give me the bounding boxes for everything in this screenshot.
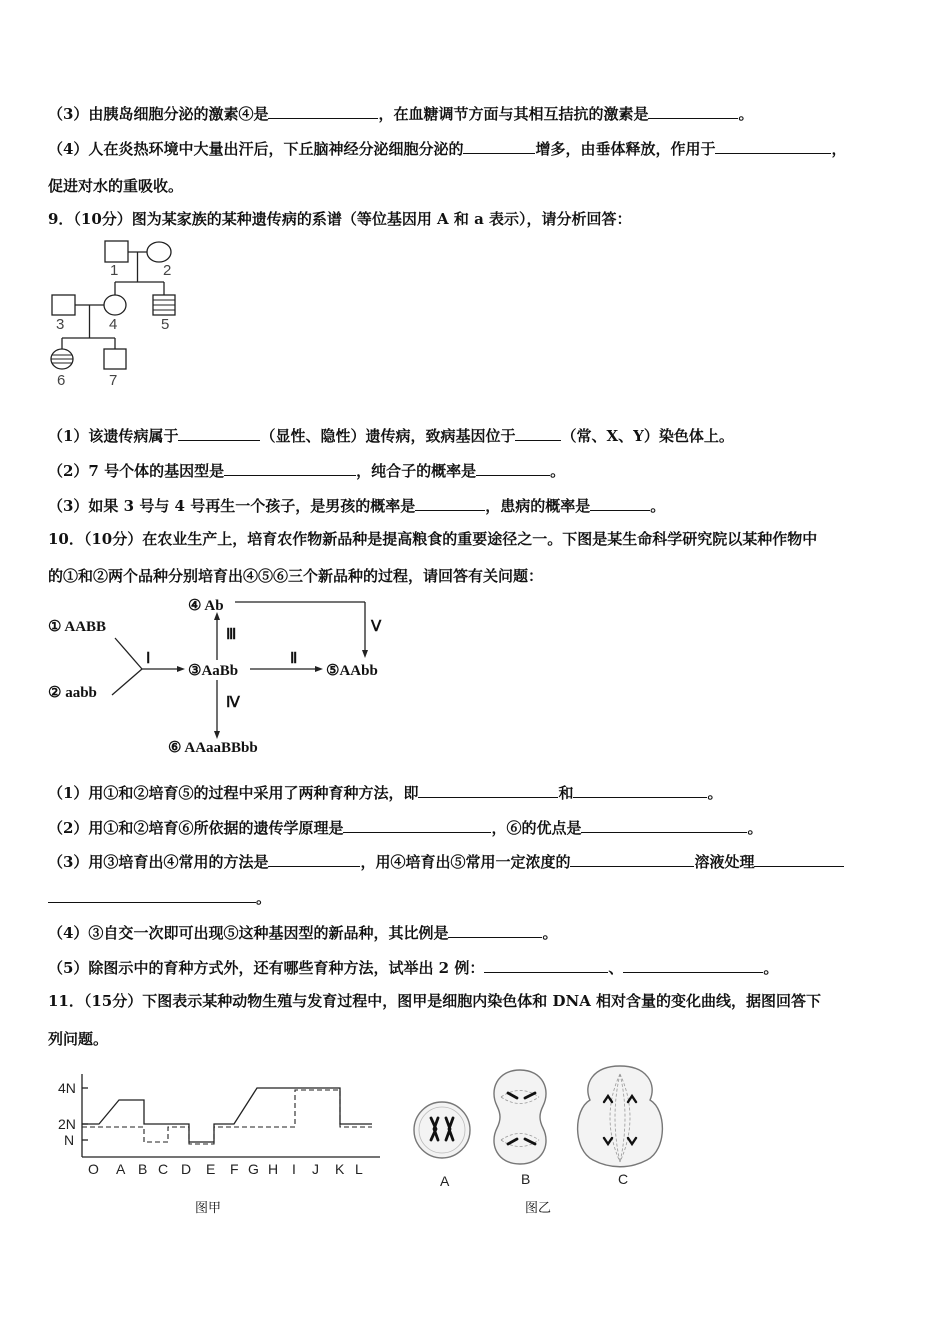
cell-label: A [440,1173,450,1189]
answer-blank[interactable] [224,461,356,476]
pedigree-male-1 [105,241,128,262]
pedigree-label: 7 [109,372,118,389]
figure-caption: 图乙 [525,1201,552,1216]
step-label: Ⅱ [290,651,298,667]
x-axis-label: A [116,1161,126,1177]
q9-part1: （1）该遗传病属于 （显性、隐性）遗传病，致病基因位于 （常、X、Y）染色体上。 [48,427,734,445]
q10-part3: （3）用③培育出④常用的方法是 ，用④培育出⑤常用一定浓度的 溶液处理 [48,851,844,872]
variety-3: ③AaBb [188,663,239,679]
answer-blank[interactable] [48,888,256,903]
answer-blank[interactable] [268,852,360,867]
answer-blank[interactable] [448,923,542,938]
answer-blank[interactable] [343,818,491,833]
q9-part3: （3）如果 3 号与 4 号再生一个孩子，是男孩的概率是 ，患病的概率是 。 [48,497,666,515]
q9-heading: 9．（10分）图为某家族的某种遗传病的系谱（等位基因用 A 和 a 表示），请分析回答： [48,210,632,228]
answer-blank[interactable] [484,958,608,973]
x-axis-label: E [206,1161,216,1177]
pedigree-female-4 [104,295,126,315]
variety-4: ④ Ab [188,598,224,614]
cell-a [414,1102,470,1158]
pedigree-male-3 [52,295,75,315]
cell-label: B [521,1171,531,1187]
q8-part3: （3）由胰岛细胞分泌的激素④是 ，在血糖调节方面与其相互拮抗的激素是 。 [48,105,754,123]
cell-c [578,1066,663,1167]
answer-blank[interactable] [623,958,763,973]
q9-part2: （2）7 号个体的基因型是 ，纯合子的概率是 。 [48,462,566,480]
x-axis-label: D [181,1161,192,1177]
q11-heading-cont: 列问题。 [48,1030,109,1048]
pedigree-label: 4 [109,316,118,333]
q8-part4-cont: 促进对水的重吸收。 [48,177,184,195]
answer-blank[interactable] [178,426,260,441]
answer-blank[interactable] [415,496,485,511]
chromosome-dna-graph [52,1070,382,1185]
q10-part5: （5）除图示中的育种方式外，还有哪些育种方法，试举出 2 例： 、 。 [48,959,779,977]
pedigree-label: 2 [163,262,172,279]
cell-b [494,1070,546,1164]
x-axis-label: J [312,1161,319,1177]
x-axis-label: K [335,1161,345,1177]
cell-label: C [618,1171,629,1187]
q8-part4: （4）人在炎热环境中大量出汗后，下丘脑神经分泌细胞分泌的 增多，由垂体释放，作用于 ， [48,140,847,158]
answer-blank[interactable] [648,104,738,119]
dna-curve [82,1088,372,1142]
answer-blank[interactable] [515,426,561,441]
answer-blank[interactable] [573,783,707,798]
variety-5: ⑤AAbb [326,663,378,679]
answer-blank[interactable] [715,139,831,154]
x-axis-label: F [230,1161,239,1177]
q10-heading-cont: 的①和②两个品种分别培育出④⑤⑥三个新品种的过程，请回答有关问题： [48,567,544,585]
answer-blank[interactable] [268,104,378,119]
q10-part3-cont: 。 [48,887,271,908]
x-axis-label: C [158,1161,169,1177]
x-axis-label: H [268,1161,279,1177]
q11-heading: 11．（15分）下图表示某种动物生殖与发育过程中，图甲是细胞内染色体和 DNA 相对含量的变化曲线，据图回答下 [48,992,822,1010]
pedigree-chart [40,232,200,397]
q10-heading: 10．（10分）在农业生产上，培育农作物新品种是提高粮食的重要途径之一。下图是某生命科学研究院以某种作物中 [48,530,818,548]
step-label: Ⅳ [226,695,240,711]
pedigree-label: 5 [161,316,170,333]
x-axis-label: O [88,1161,99,1177]
q10-part4: （4）③自交一次即可出现⑤这种基因型的新品种，其比例是 。 [48,924,558,942]
y-axis-label: 4N [58,1080,76,1096]
answer-blank[interactable] [463,139,535,154]
figure-caption: 图甲 [195,1201,222,1216]
step-label: Ⅰ [146,651,151,667]
variety-6: ⑥ AAaaBBbb [168,740,258,756]
answer-blank[interactable] [754,852,844,867]
variety-1: ① AABB [48,619,107,635]
pedigree-label: 3 [56,316,65,333]
x-axis-label: L [355,1161,363,1177]
x-axis-label: B [138,1161,148,1177]
chromosome-curve [82,1090,372,1144]
answer-blank[interactable] [418,783,558,798]
answer-blank[interactable] [570,852,694,867]
answer-blank[interactable] [476,461,550,476]
x-axis-label: I [292,1161,296,1177]
answer-blank[interactable] [590,496,650,511]
pedigree-label: 1 [110,262,119,279]
step-label: Ⅲ [226,627,237,643]
pedigree-female-2 [147,242,171,262]
pedigree-male-7 [104,349,126,369]
y-axis-label: 2N [58,1116,76,1132]
pedigree-label: 6 [57,372,66,389]
step-label: Ⅴ [371,619,382,635]
cell-division-diagrams [405,1062,675,1190]
answer-blank[interactable] [581,818,747,833]
q10-part2: （2）用①和②培育⑥所依据的遗传学原理是 ，⑥的优点是 。 [48,819,763,837]
q10-part1: （1）用①和②培育⑤的过程中采用了两种育种方法，即 和 。 [48,784,723,802]
variety-2: ② aabb [48,685,97,701]
x-axis-label: G [248,1161,259,1177]
y-axis-label: N [64,1132,75,1148]
